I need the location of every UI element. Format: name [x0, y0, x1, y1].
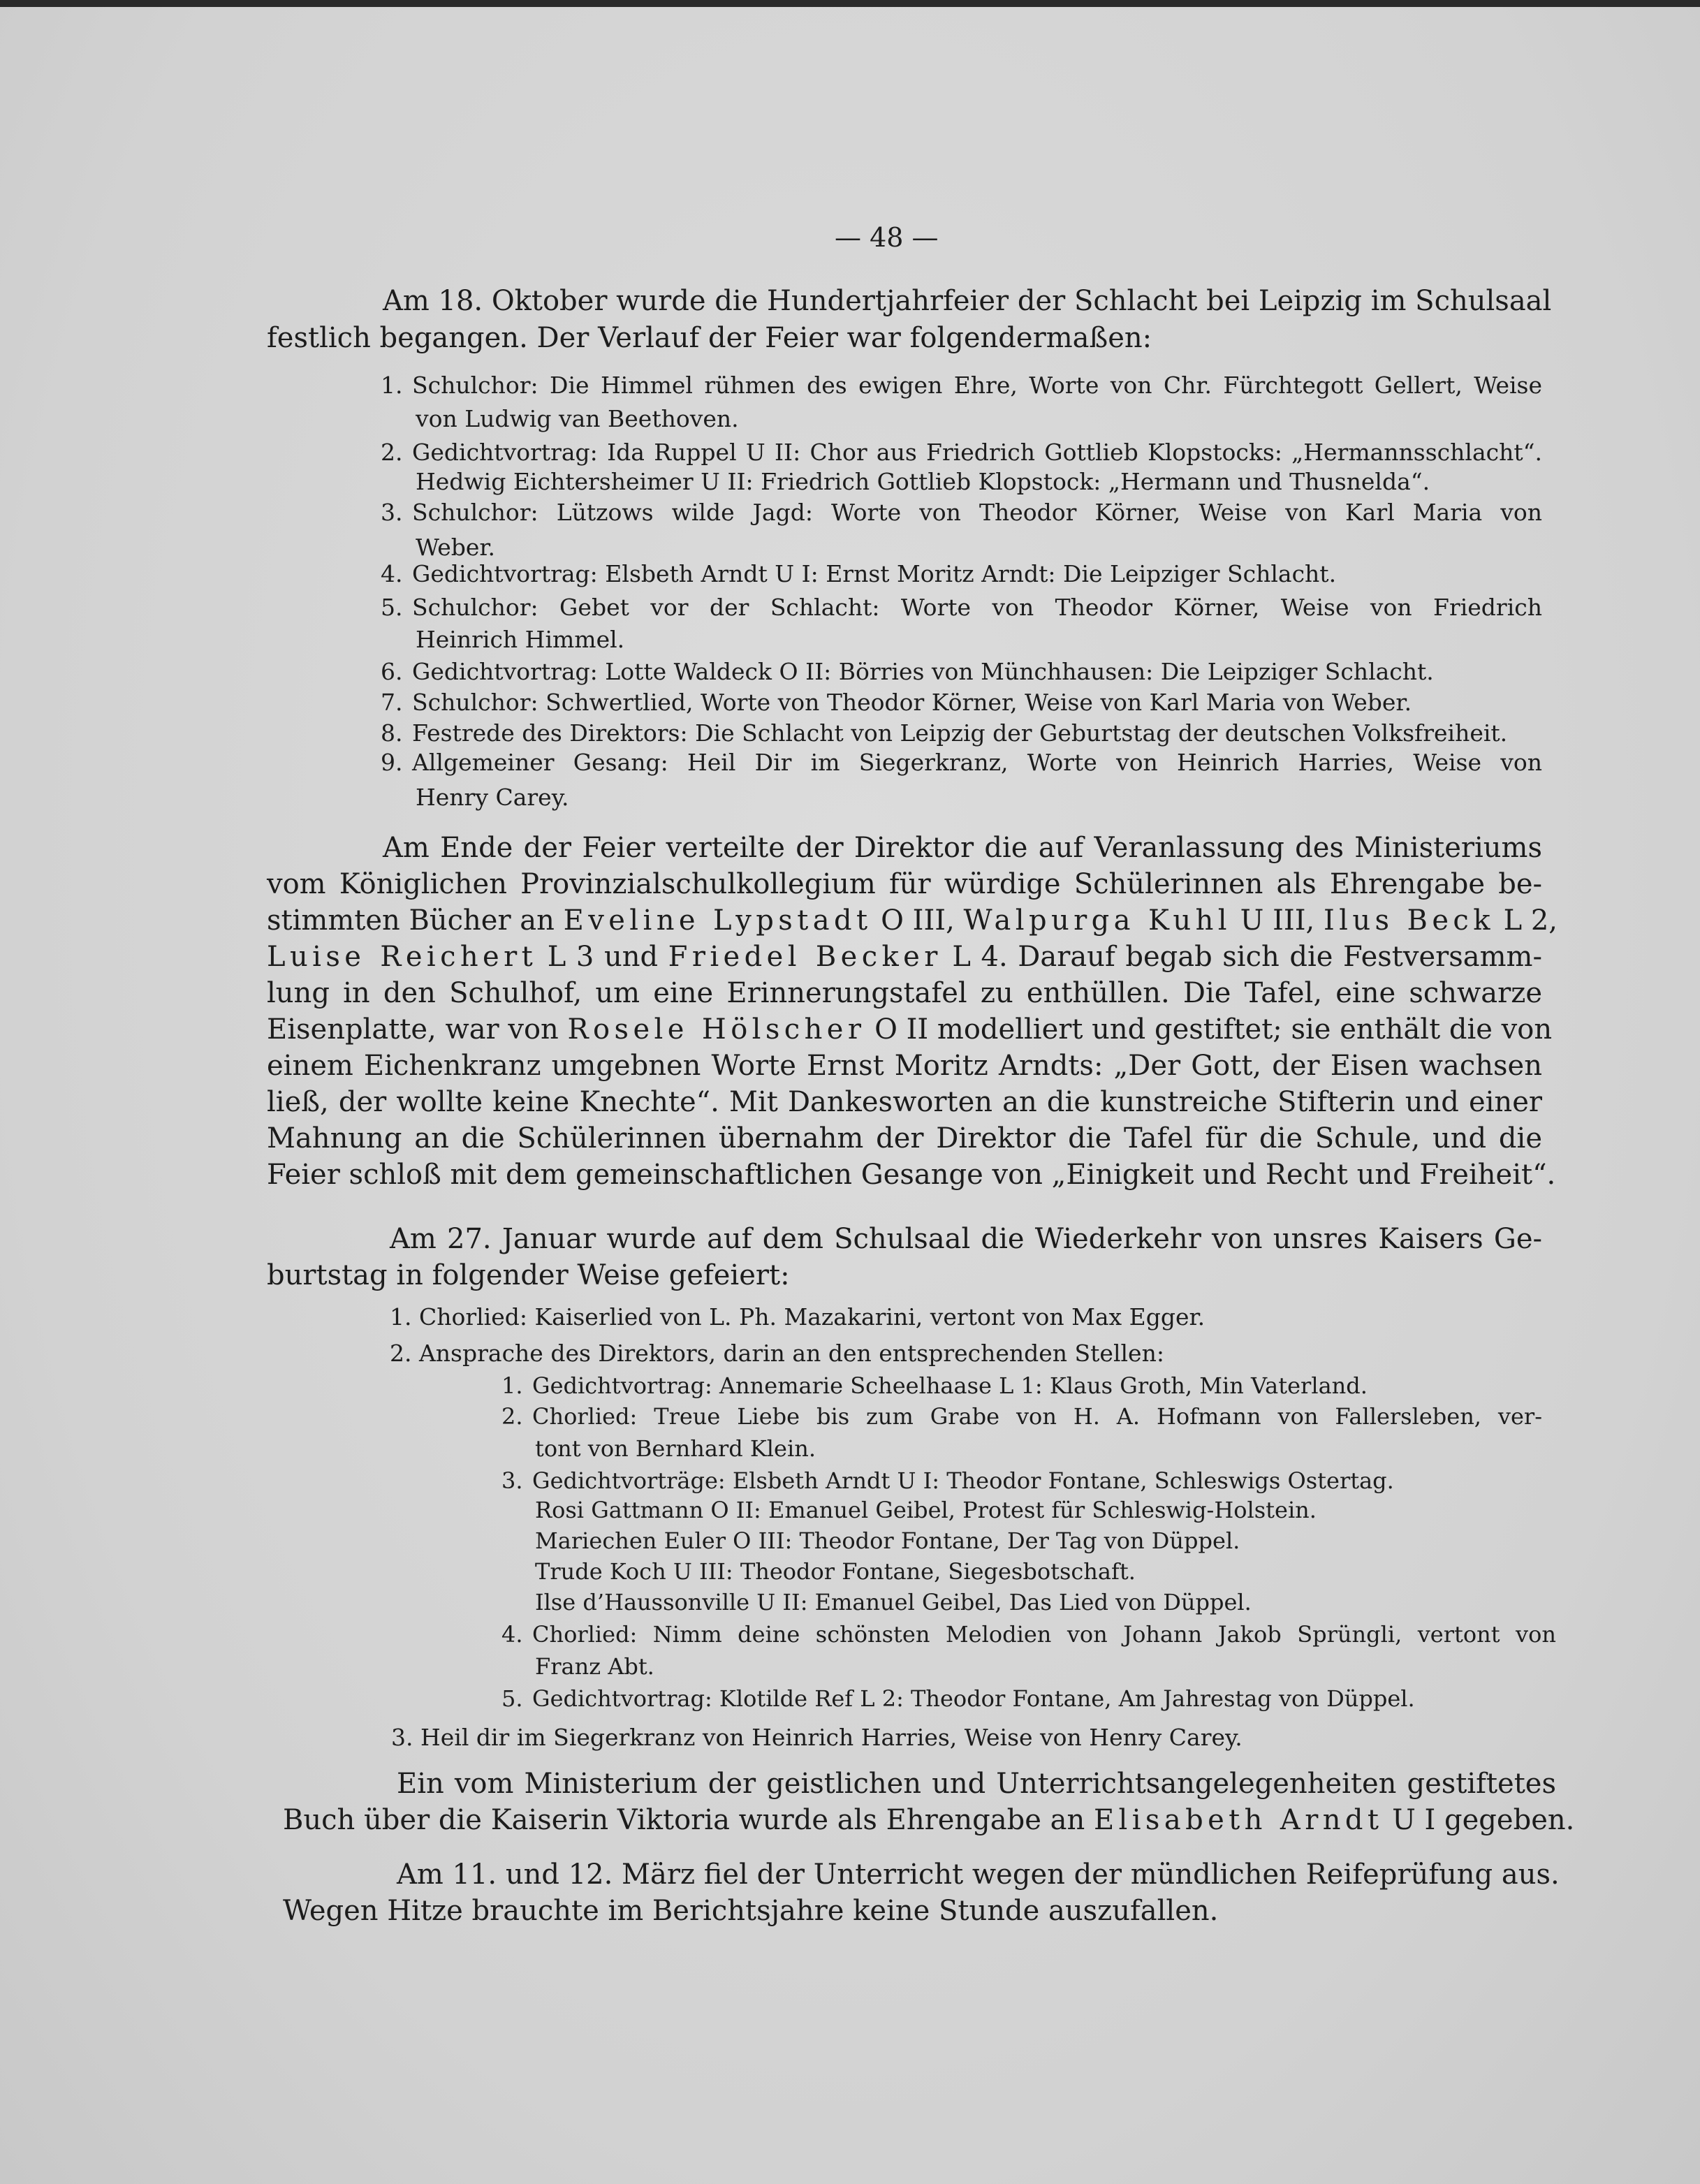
sub-list-item: Gedichtvortrag: Klotilde Ref L 2: Theodor Fontane, Am Jahrestag von Düppel.	[532, 1685, 1415, 1712]
sub-list-item: Chorlied: Treue Liebe bis zum Grabe von H. A. Hofmann von Fallersleben, ver-	[532, 1403, 1542, 1430]
list-item: Schulchor: Die Himmel rühmen des ewigen Ehre, Worte von Chr. Fürchtegott Gellert, Weise	[412, 372, 1542, 399]
paragraph-line: Mahnung an die Schülerinnen übernahm der Direktor die Tafel für die Schule, und die	[267, 1122, 1542, 1155]
name-spaced: Ilus Beck	[1323, 904, 1495, 937]
list-item: Festrede des Direktors: Die Schlacht von Leipzig der Geburtstag der deutschen Volksfreiheit.	[412, 719, 1508, 747]
list-number: 2.	[381, 439, 403, 466]
sub-list-item-cont: Ilse d’Haussonville U II: Emanuel Geibel, Das Lied von Düppel.	[535, 1589, 1252, 1615]
name-spaced: Luise Reichert	[267, 941, 538, 973]
paragraph-line: burtstag in folgender Weise gefeiert:	[267, 1259, 790, 1291]
list-item-cont: Weber.	[416, 534, 496, 561]
list-item-cont: Heinrich Himmel.	[416, 626, 625, 653]
sub-list-number: 5.	[501, 1685, 523, 1712]
intro-line: Am 18. Oktober wurde die Hundertjahrfeier der Schlacht bei Leipzig im Schulsaal	[383, 285, 1552, 317]
sub-list-item-cont: Mariechen Euler O III: Theodor Fontane, Der Tag von Düppel.	[535, 1527, 1240, 1554]
list-item-cont: Henry Carey.	[416, 784, 569, 811]
intro-line: festlich begangen. Der Verlauf der Feier war folgendermaßen:	[267, 322, 1152, 354]
list-item: Gedichtvortrag: Elsbeth Arndt U I: Ernst Moritz Arndt: Die Leipziger Schlacht.	[412, 560, 1337, 587]
paragraph-line: ließ, der wollte keine Knechte“. Mit Dankesworten an die kunstreiche Stifterin und einer	[267, 1086, 1542, 1118]
list-item-cont: Hedwig Eichtersheimer U II: Friedrich Gottlieb Klopstock: „Hermann und Thusnelda“.	[416, 468, 1430, 495]
paragraph-line: lung in den Schulhof, um eine Erinnerungstafel zu enthüllen. Die Tafel, eine schwarze	[267, 977, 1542, 1009]
list-number: 8.	[381, 719, 403, 747]
list-item: Schulchor: Gebet vor der Schlacht: Worte von Theodor Körner, Weise von Friedrich	[412, 594, 1542, 621]
name-spaced: Eveline Lypstadt	[563, 904, 872, 937]
list-item: 1. Chorlied: Kaiserlied von L. Ph. Mazakarini, vertont von Max Egger.	[390, 1303, 1206, 1331]
list-item: Schulchor: Schwertlied, Worte von Theodor Körner, Weise von Karl Maria von Weber.	[412, 689, 1412, 716]
list-item-cont: von Ludwig van Beethoven.	[416, 405, 739, 432]
paragraph-line: Am 27. Januar wurde auf dem Schulsaal die Wiederkehr von unsres Kaisers Ge-	[390, 1223, 1542, 1255]
sub-list-item: Chorlied: Nimm deine schönsten Melodien von Johann Jakob Sprüngli, vertont von	[532, 1621, 1556, 1648]
list-number: 6.	[381, 658, 403, 685]
sub-list-number: 2.	[501, 1403, 523, 1430]
sub-list-item-cont: Rosi Gattmann O II: Emanuel Geibel, Protest für Schleswig-Holstein.	[535, 1497, 1317, 1523]
list-number: 9.	[381, 749, 403, 776]
name-spaced: Rosele Hölscher	[567, 1013, 866, 1046]
sub-list-item: Gedichtvortrag: Annemarie Scheelhaase L 1: Klaus Groth, Min Vaterland.	[532, 1372, 1368, 1399]
name-spaced: Friedel Becker	[668, 941, 942, 973]
paragraph-line: Ein vom Ministerium der geistlichen und Unterrichtsangelegenheiten gestiftetes	[397, 1768, 1556, 1800]
name-spaced: Elisabeth Arndt	[1093, 1804, 1384, 1836]
list-number: 3.	[381, 499, 403, 526]
paragraph-line: Luise Reichert L 3 und Friedel Becker L 4. Darauf begab sich die Festversamm-	[267, 941, 1543, 973]
list-number: 5.	[381, 594, 403, 621]
list-item: Allgemeiner Gesang: Heil Dir im Siegerkranz, Worte von Heinrich Harries, Weise von	[412, 749, 1542, 776]
sub-list-item: Gedichtvorträge: Elsbeth Arndt U I: Theodor Fontane, Schleswigs Ostertag.	[532, 1467, 1394, 1494]
sub-list-number: 4.	[501, 1621, 523, 1648]
paragraph-line: Feier schloß mit dem gemeinschaftlichen Gesange von „Einigkeit und Recht und Freiheit“.	[267, 1159, 1556, 1191]
sub-list-item-cont: Franz Abt.	[535, 1653, 654, 1680]
list-item: 3. Heil dir im Siegerkranz von Heinrich Harries, Weise von Henry Carey.	[391, 1724, 1243, 1751]
paragraph-line: stimmten Bücher an Eveline Lypstadt O III, Walpurga Kuhl U III, Ilus Beck L 2,	[267, 904, 1558, 937]
paragraph-line: Am Ende der Feier verteilte der Direktor die auf Veranlassung des Ministeriums	[383, 832, 1542, 864]
list-item: Gedichtvortrag: Lotte Waldeck O II: Börries von Münchhausen: Die Leipziger Schlacht.	[412, 658, 1434, 685]
sub-list-number: 3.	[501, 1467, 523, 1494]
list-item: 2. Ansprache des Direktors, darin an den entsprechenden Stellen:	[390, 1340, 1164, 1367]
paragraph-line: Am 11. und 12. März fiel der Unterricht wegen der mündlichen Reifeprüfung aus.	[397, 1859, 1560, 1891]
list-item: Gedichtvortrag: Ida Ruppel U II: Chor aus Friedrich Gottlieb Klopstocks: „Hermannsschlacht“.	[412, 439, 1542, 466]
paragraph-line: Wegen Hitze brauchte im Berichtsjahre keine Stunde auszufallen.	[283, 1895, 1219, 1927]
list-number: 1.	[381, 372, 403, 399]
paragraph-line: Eisenplatte, war von Rosele Hölscher O II modelliert und gestiftet; sie enthält die von	[267, 1013, 1553, 1046]
sub-list-item-cont: Trude Koch U III: Theodor Fontane, Siegesbotschaft.	[535, 1558, 1136, 1585]
paragraph-line: einem Eichenkranz umgebnen Worte Ernst Moritz Arndts: „Der Gott, der Eisen wachsen	[267, 1050, 1542, 1082]
sub-list-number: 1.	[501, 1372, 523, 1399]
list-number: 7.	[381, 689, 403, 716]
sub-list-item-cont: tont von Bernhard Klein.	[535, 1435, 816, 1462]
list-item: Schulchor: Lützows wilde Jagd: Worte von Theodor Körner, Weise von Karl Maria von	[412, 499, 1542, 526]
name-spaced: Walpurga Kuhl	[963, 904, 1231, 937]
page-number: — 48 —	[835, 222, 939, 253]
paragraph-line: vom Königlichen Provinzialschulkollegium für würdige Schülerinnen als Ehrengabe be-	[267, 868, 1542, 900]
paragraph-line: Buch über die Kaiserin Viktoria wurde als Ehrengabe an Elisabeth Arndt U I gegeben.	[283, 1804, 1575, 1836]
list-number: 4.	[381, 560, 403, 587]
